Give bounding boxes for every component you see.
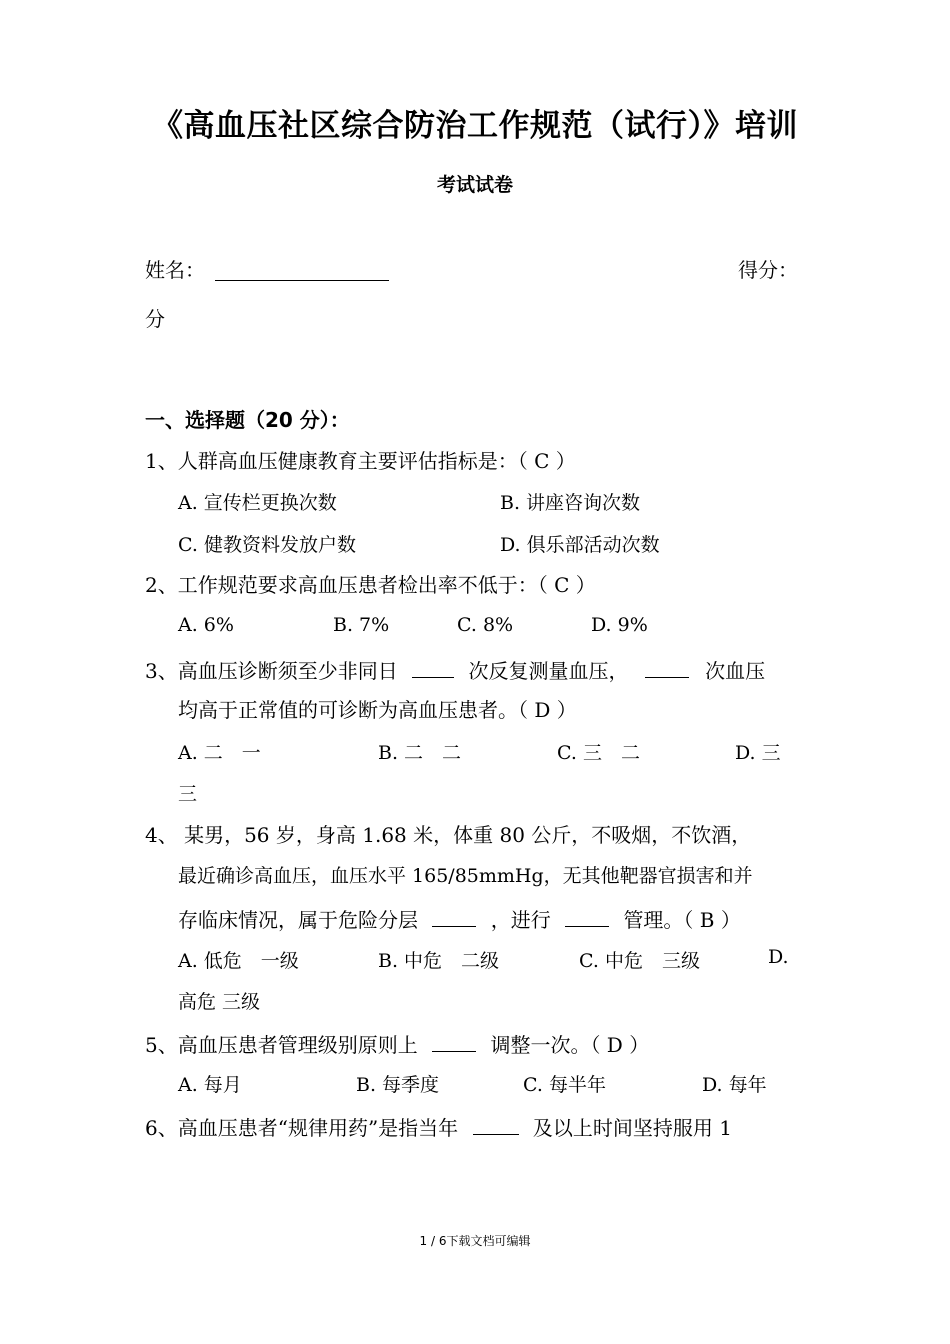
question-6 (145, 1112, 732, 1142)
question-3-line-2: 均高于正常值的可诊断为高血压患者。（ D ） (178, 698, 577, 722)
q6-text-b: 及以上时间坚持服用 1 (532, 1116, 732, 1140)
q5-option-b: B. 每季度 (356, 1074, 440, 1096)
question-4-line-3 (178, 904, 741, 934)
q3-text-a: 3、高血压诊断须至少非同日 (145, 659, 398, 683)
q3-text-c: 次血压 (705, 659, 766, 683)
document-subtitle: 考试试卷 (436, 174, 513, 196)
q5-option-a: A. 每月 (178, 1074, 242, 1096)
question-1: 1、人群高血压健康教育主要评估指标是：（ C ） (145, 449, 576, 473)
q6-text-a: 6、高血压患者“规律用药”是指当年 (145, 1116, 459, 1140)
q5-blank (432, 1029, 476, 1052)
q4-blank-1 (432, 904, 476, 927)
q3-option-d-wrap: 三 (178, 783, 198, 805)
q6-blank (473, 1112, 519, 1135)
q4-option-d-wrap: 高危 三级 (178, 991, 261, 1013)
q5-option-c: C. 每半年 (523, 1074, 606, 1096)
q3-blank-2 (645, 655, 689, 678)
q2-option-b: B. 7% (333, 614, 390, 636)
q1-option-d: D. 俱乐部活动次数 (500, 534, 660, 556)
q4-option-c: C. 中危 三级 (579, 950, 700, 972)
q2-option-a: A. 6% (178, 614, 234, 636)
q4-blank-2 (565, 904, 609, 927)
q4-text-a: 存临床情况，属于危险分层 (178, 908, 418, 932)
question-4-line-2: 最近确诊高血压，血压水平 165/85mmHg，无其他靶器官损害和并 (178, 865, 753, 887)
q5-option-d: D. 每年 (702, 1074, 767, 1096)
q1-option-a: A. 宣传栏更换次数 (178, 492, 337, 514)
question-2: 2、工作规范要求高血压患者检出率不低于：（ C ） (145, 573, 596, 597)
q5-text-a: 5、高血压患者管理级别原则上 (145, 1033, 418, 1057)
q3-option-c: C. 三 二 (557, 742, 640, 764)
name-label: 姓名： (145, 258, 205, 282)
q2-option-d: D. 9% (591, 614, 648, 636)
page-footer: 1 / 6下载文档可编辑 (419, 1234, 531, 1248)
q3-blank-1 (412, 655, 454, 678)
q3-option-d: D. 三 (735, 742, 781, 764)
q5-text-b: 调整一次。（ D ） (490, 1033, 650, 1057)
score-unit: 分 (145, 307, 165, 331)
section-title: 一、选择题（20 分）： (145, 408, 350, 432)
q4-text-c: 管理。（ B ） (623, 908, 741, 932)
q4-option-a: A. 低危 一级 (178, 950, 299, 972)
q4-text-b: ，进行 (490, 908, 551, 932)
score-label: 得分： (738, 258, 798, 282)
question-3-line-1 (145, 655, 765, 685)
q1-option-b: B. 讲座咨询次数 (500, 492, 641, 514)
document-title: 《高血压社区综合防治工作规范（试行）》培训 (152, 108, 798, 144)
q2-option-c: C. 8% (457, 614, 514, 636)
name-blank (215, 280, 389, 281)
q3-text-b: 次反复测量血压， (468, 659, 629, 683)
question-4-line-1: 4、 某男，56 岁，身高 1.68 米，体重 80 公斤，不吸烟，不饮酒， (145, 823, 752, 847)
q4-option-b: B. 中危 二级 (378, 950, 500, 972)
q1-option-c: C. 健教资料发放户数 (178, 534, 356, 556)
q3-option-a: A. 二 一 (178, 742, 261, 764)
q4-option-d: D. (768, 946, 789, 968)
question-5 (145, 1029, 649, 1059)
q3-option-b: B. 二 二 (378, 742, 462, 764)
